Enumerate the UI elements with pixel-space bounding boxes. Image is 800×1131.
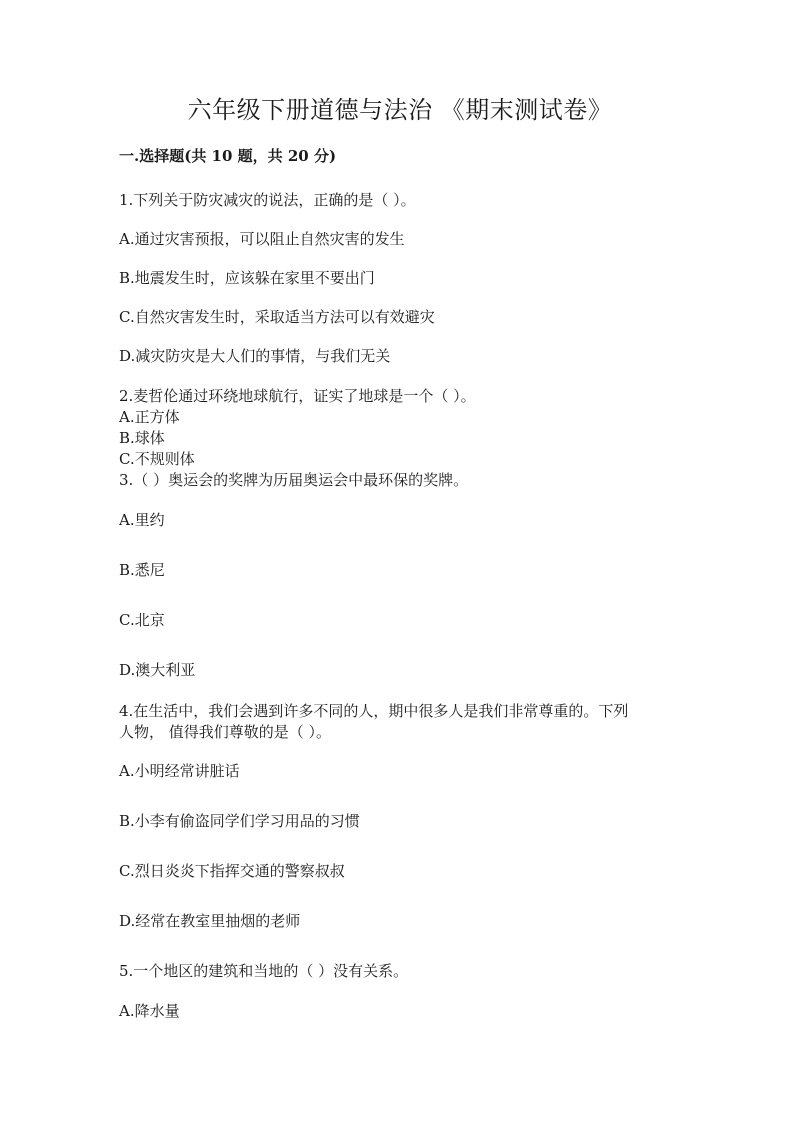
question-1-stem: 1.下列关于防灾减灾的说法，正确的是（ ）。 <box>119 191 416 209</box>
question-2-stem: 2.麦哲伦通过环绕地球航行，证实了地球是一个（ ）。 <box>119 387 476 405</box>
question-5-stem: 5.一个地区的建筑和当地的（ ）没有关系。 <box>119 962 409 980</box>
question-1-option-d: D.减灾防灾是大人们的事情，与我们无关 <box>119 347 391 365</box>
question-2-option-a: A.正方体 <box>119 408 180 426</box>
question-3-stem: 3.（ ）奥运会的奖牌为历届奥运会中最环保的奖牌。 <box>119 471 469 489</box>
question-4-stem-line-2: 人物， 值得我们尊敬的是（ ）。 <box>119 723 332 741</box>
question-4-option-d: D.经常在教室里抽烟的老师 <box>119 912 301 930</box>
question-4-option-a: A.小明经常讲脏话 <box>119 762 240 780</box>
question-3-option-c: C.北京 <box>119 611 165 629</box>
question-1-option-c: C.自然灾害发生时，采取适当方法可以有效避灾 <box>119 308 435 326</box>
question-4-stem-line-1: 4.在生活中，我们会遇到许多不同的人，期中很多人是我们非常尊重的。下列 <box>119 702 629 720</box>
question-5-option-a: A.降水量 <box>119 1002 180 1020</box>
question-1-option-b: B.地震发生时，应该躲在家里不要出门 <box>119 269 375 287</box>
question-3-option-d: D.澳大利亚 <box>119 661 196 679</box>
question-1-option-a: A.通过灾害预报，可以阻止自然灾害的发生 <box>119 230 405 248</box>
question-3-option-a: A.里约 <box>119 511 165 529</box>
question-2-option-b: B.球体 <box>119 429 165 447</box>
section-heading: 一.选择题(共 10 题，共 20 分) <box>119 147 337 165</box>
question-2-option-c: C.不规则体 <box>119 450 195 468</box>
question-4-option-c: C.烈日炎炎下指挥交通的警察叔叔 <box>119 862 345 880</box>
question-4-option-b: B.小李有偷盗同学们学习用品的习惯 <box>119 812 360 830</box>
question-3-option-b: B.悉尼 <box>119 561 165 579</box>
exam-title: 六年级下册道德与法治 《期末测试卷》 <box>187 96 613 124</box>
